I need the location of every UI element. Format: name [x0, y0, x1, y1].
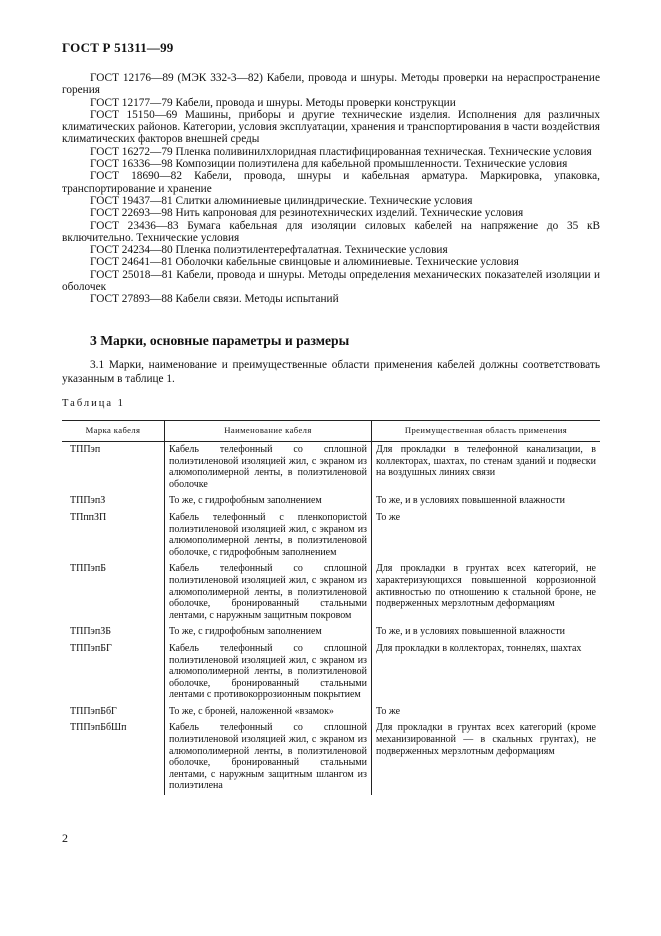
cell-name: Кабель телефонный со сплошной полиэтиленовой изоляцией жил, с экраном из алюмополимерной ленты, в полиэтиленовой оболочке, бронированный стальными лентами, с наружным защитным покровом [165, 561, 372, 624]
table-row [62, 493, 600, 510]
table-row [62, 561, 600, 624]
table-row [62, 624, 600, 641]
cell-mark: ТППэпБбГ [70, 705, 117, 717]
table-caption: Таблица 1 [62, 398, 125, 409]
reference-item: ГОСТ 25018—81 Кабели, провода и шнуры. Методы определения механических показателей изоляции и оболочек [62, 268, 600, 294]
cell-name: Кабель телефонный со сплошной полиэтиленовой изоляцией жил, с экраном из алюмополимерной ленты, в полиэтиленовой оболочке, бронированный стальными лентами, с наружным защитным шлангом из полиэтилена [165, 720, 372, 795]
cell-name: То же, с гидрофобным заполнением [165, 624, 372, 641]
cell-application: Для прокладки в телефонной канализации, в коллекторах, шахтах, по стенам зданий и подвески на воздушных линиях связи [372, 442, 601, 494]
cell-name: То же, с гидрофобным заполнением [165, 493, 372, 510]
cell-application: Для прокладки в грунтах всех категорий, не характеризующихся повышенной коррозионной активностью по отношению к стальной броне, не подверженных мерзлотным деформациям [372, 561, 601, 624]
cell-application: То же, и в условиях повышенной влажности [372, 624, 601, 641]
cell-application: Для прокладки в коллекторах, тоннелях, шахтах [372, 641, 601, 704]
reference-item: ГОСТ 23436—83 Бумага кабельная для изоляции силовых кабелей на напряжение до 35 кВ включительно. Технические условия [62, 219, 600, 244]
cell-mark: ТППэпЗБ [70, 626, 111, 638]
table-row [62, 720, 600, 795]
header-cell-name: Наименование кабеля [165, 421, 372, 442]
cell-application: То же, и в условиях повышенной влажности [372, 493, 601, 510]
section-title: 3 Марки, основные параметры и размеры [90, 333, 350, 348]
paragraph: 3.1 Марки, наименование и преимущественные области применения кабелей должны соответствовать указанным в таблице 1. [62, 359, 600, 385]
cell-mark: ТПппЗП [70, 511, 107, 523]
page-header: ГОСТ Р 51311—99 [62, 40, 174, 55]
cell-application: То же [372, 510, 601, 561]
cell-name: Кабель телефонный с пленкопористой полиэтиленовой изоляцией жил, с экраном из алюмополимерной ленты, в полиэтиленовой оболочке, с гидрофобным заполнением [165, 510, 372, 561]
table-row [62, 510, 600, 561]
reference-item: ГОСТ 19437—81 Слитки алюминиевые цилиндрические. Технические условия [90, 194, 473, 207]
cell-name: То же, с броней, наложенной «взамок» [165, 704, 372, 721]
reference-item: ГОСТ 15150—69 Машины, приборы и другие технические изделия. Исполнения для различных климатических районов. Категории, условия эксплуатации, хранения и транспортирования в части воздействия климатических факторов внешней среды [62, 108, 600, 146]
cell-application: То же [372, 704, 601, 721]
header-cell-application: Преимущественная область применения [372, 421, 601, 442]
table-row [62, 641, 600, 704]
reference-item: ГОСТ 16272—79 Пленка поливинилхлоридная пластифицированная техническая. Технические условия [90, 145, 592, 158]
cell-name: Кабель телефонный со сплошной полиэтиленовой изоляцией жил, с экраном из алюмополимерной ленты, в полиэтиленовой оболочке [165, 442, 372, 494]
cell-mark: ТППэпБ [70, 563, 106, 575]
cell-mark: ТППэпБбШп [70, 722, 127, 734]
normative-references [62, 72, 600, 306]
table-header-row [62, 421, 600, 442]
cable-table [62, 420, 600, 795]
reference-item: ГОСТ 24234—80 Пленка полиэтилентерефталатная. Технические условия [90, 244, 448, 257]
header-cell-mark: Марка кабеля [62, 421, 165, 442]
reference-item: ГОСТ 24641—81 Оболочки кабельные свинцовые и алюминиевые. Технические условия [90, 256, 519, 269]
table-row [62, 442, 600, 494]
cell-application: Для прокладки в грунтах всех категорий (кроме механизированной — в скальных грунтах), не подверженных мерзлотным деформациям [372, 720, 601, 795]
reference-item: ГОСТ 27893—88 Кабели связи. Методы испытаний [90, 293, 339, 306]
reference-item: ГОСТ 18690—82 Кабели, провода, шнуры и кабельная арматура. Маркировка, упаковка, транспортирование и хранение [62, 170, 600, 195]
cell-mark: ТППэпЗ [70, 495, 106, 507]
reference-item: ГОСТ 16336—98 Композиции полиэтилена для кабельной промышленности. Технические условия [90, 158, 568, 171]
reference-item: ГОСТ 12176—89 (МЭК 332-3—82) Кабели, провода и шнуры. Методы проверки на нераспространение горения [62, 72, 600, 97]
table-row [62, 704, 600, 721]
reference-item: ГОСТ 22693—98 Нить капроновая для резинотехнических изделий. Технические условия [90, 207, 524, 220]
cell-mark: ТППэпБГ [70, 642, 112, 654]
page-number: 2 [62, 831, 68, 845]
cell-mark: ТППэп [70, 444, 101, 455]
cell-name: Кабель телефонный со сплошной полиэтиленовой изоляцией жил, с экраном из алюмополимерной ленты, в полиэтиленовой оболочке, бронированный стальными лентами с противокоррозионным покрытием [165, 641, 372, 704]
reference-item: ГОСТ 12177—79 Кабели, провода и шнуры. Методы проверки конструкции [90, 96, 456, 109]
